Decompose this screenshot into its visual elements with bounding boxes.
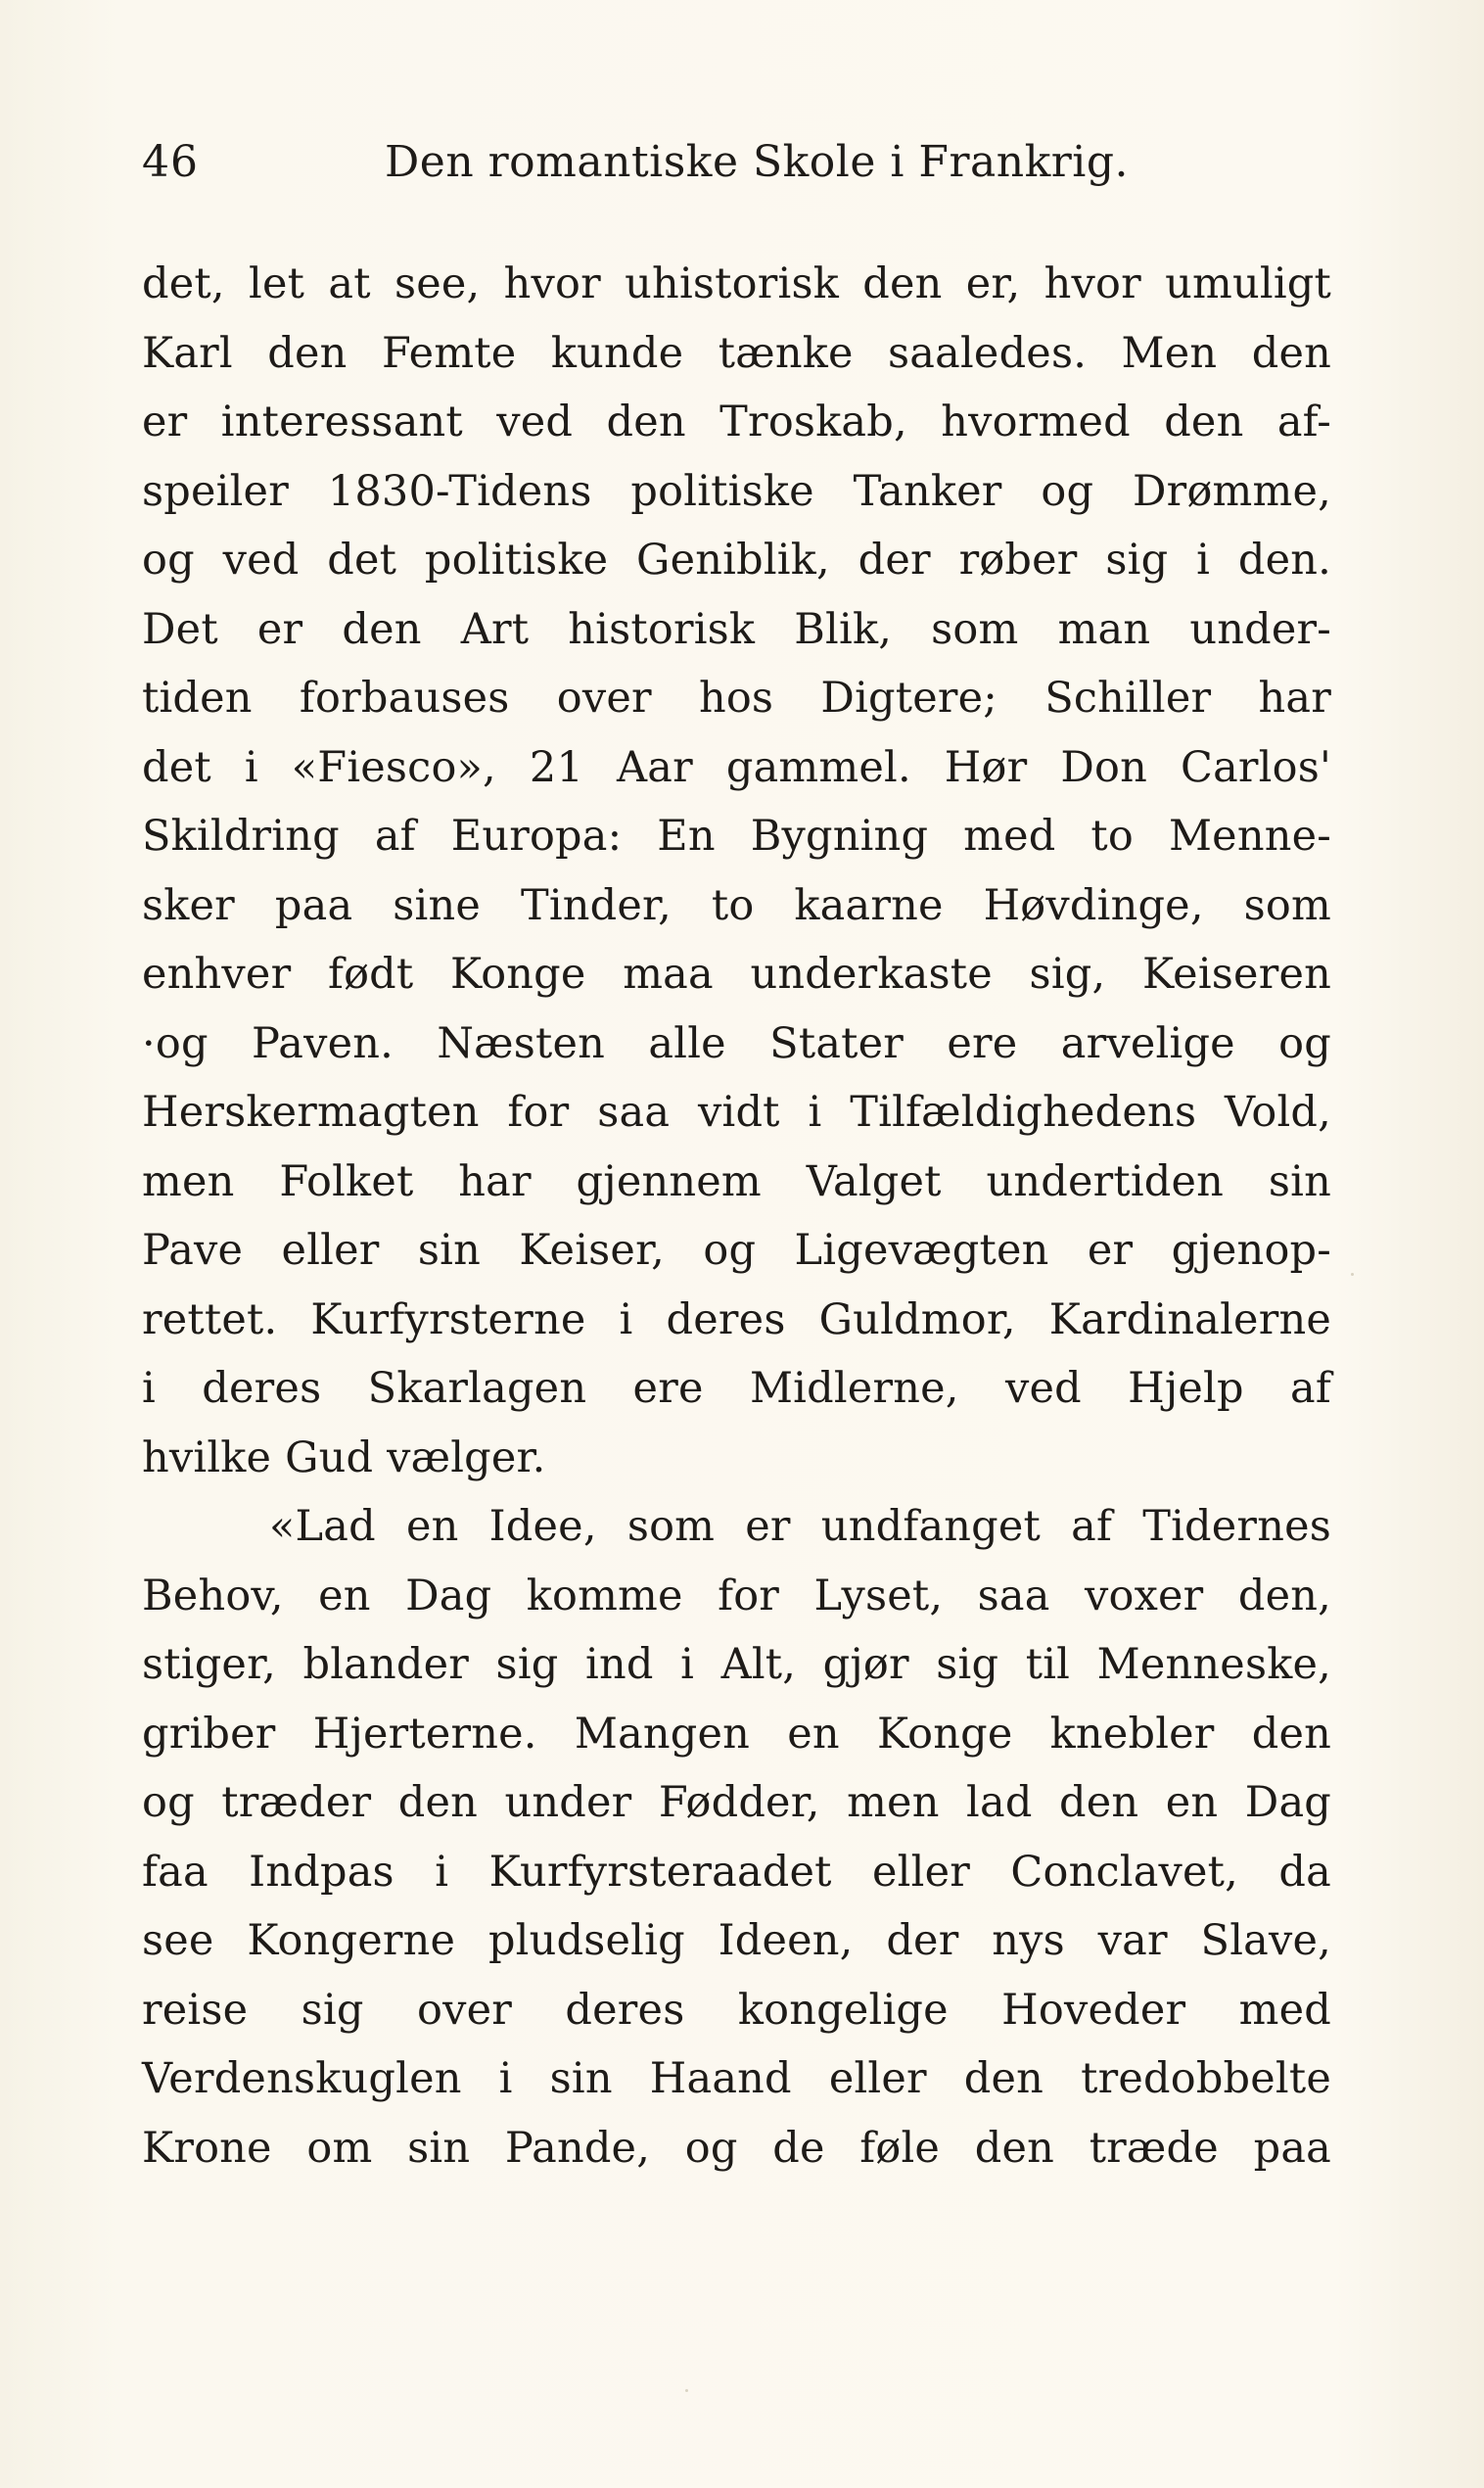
text-line: stiger, blander sig ind i Alt, gjør sig til Menneske, — [142, 1640, 1331, 1689]
text-line: sker paa sine Tinder, to kaarne Høvdinge, som — [142, 880, 1331, 930]
text-line: Det er den Art historisk Blik, som man under- — [142, 604, 1331, 654]
running-head — [142, 137, 1336, 206]
text-line: i deres Skarlagen ere Midlerne, ved Hjelp af — [142, 1364, 1331, 1413]
text-line: see Kongerne pludselig Ideen, der nys var Slave, — [142, 1916, 1331, 1965]
text-line: og ved det politiske Geniblik, der røber sig i den. — [142, 536, 1331, 585]
text-line: ·og Paven. Næsten alle Stater ere arvelige og — [142, 1018, 1331, 1068]
text-line: griber Hjerterne. Mangen en Konge knebler den — [142, 1709, 1331, 1759]
page-number: 46 — [142, 137, 199, 187]
text-line: og træder den under Fødder, men lad den en Dag — [142, 1778, 1331, 1827]
body-text — [142, 250, 1331, 2183]
text-line: det i «Fiesco», 21 Aar gammel. Hør Don Carlos' — [142, 742, 1331, 792]
text-line: faa Indpas i Kurfyrsteraadet eller Conclavet, da — [142, 1847, 1331, 1897]
text-line: enhver født Konge maa underkaste sig, Keiseren — [142, 950, 1331, 999]
text-line: Pave eller sin Keiser, og Ligevægten er gjenop- — [142, 1226, 1331, 1275]
text-line: det, let at see, hvor uhistorisk den er, hvor umuligt — [142, 259, 1331, 308]
text-line-paragraph-end: hvilke Gud vælger. — [142, 1432, 546, 1482]
text-line: reise sig over deres kongelige Hoveder med — [142, 1985, 1331, 2035]
text-line: speiler 1830-Tidens politiske Tanker og Drømme, — [142, 466, 1331, 516]
text-line: rettet. Kurfyrsterne i deres Guldmor, Kardinalerne — [142, 1294, 1331, 1344]
text-line: Behov, en Dag komme for Lyset, saa voxer den, — [142, 1571, 1331, 1620]
text-line: men Folket har gjennem Valget undertiden sin — [142, 1156, 1331, 1206]
text-line: Verdenskuglen i sin Haand eller den tredobbelte — [142, 2054, 1331, 2103]
text-line: er interessant ved den Troskab, hvormed den af- — [142, 398, 1331, 446]
text-line: Krone om sin Pande, og de føle den træde paa — [142, 2123, 1331, 2173]
text-line: Herskermagten for saa vidt i Tilfældighedens Vold, — [142, 1088, 1331, 1137]
text-line: Skildring af Europa: En Bygning med to Menne- — [142, 812, 1331, 861]
text-line: Karl den Femte kunde tænke saaledes. Men den — [142, 328, 1331, 378]
running-head-title: Den romantiske Skole i Frankrig. — [385, 137, 1129, 187]
text-line-paragraph-start: «Lad en Idee, som er undfanget af Tidernes — [269, 1502, 1331, 1551]
text-line: tiden forbauses over hos Digtere; Schiller har — [142, 674, 1331, 723]
paper-speck — [1351, 1273, 1354, 1276]
paper-speck — [685, 2389, 688, 2392]
